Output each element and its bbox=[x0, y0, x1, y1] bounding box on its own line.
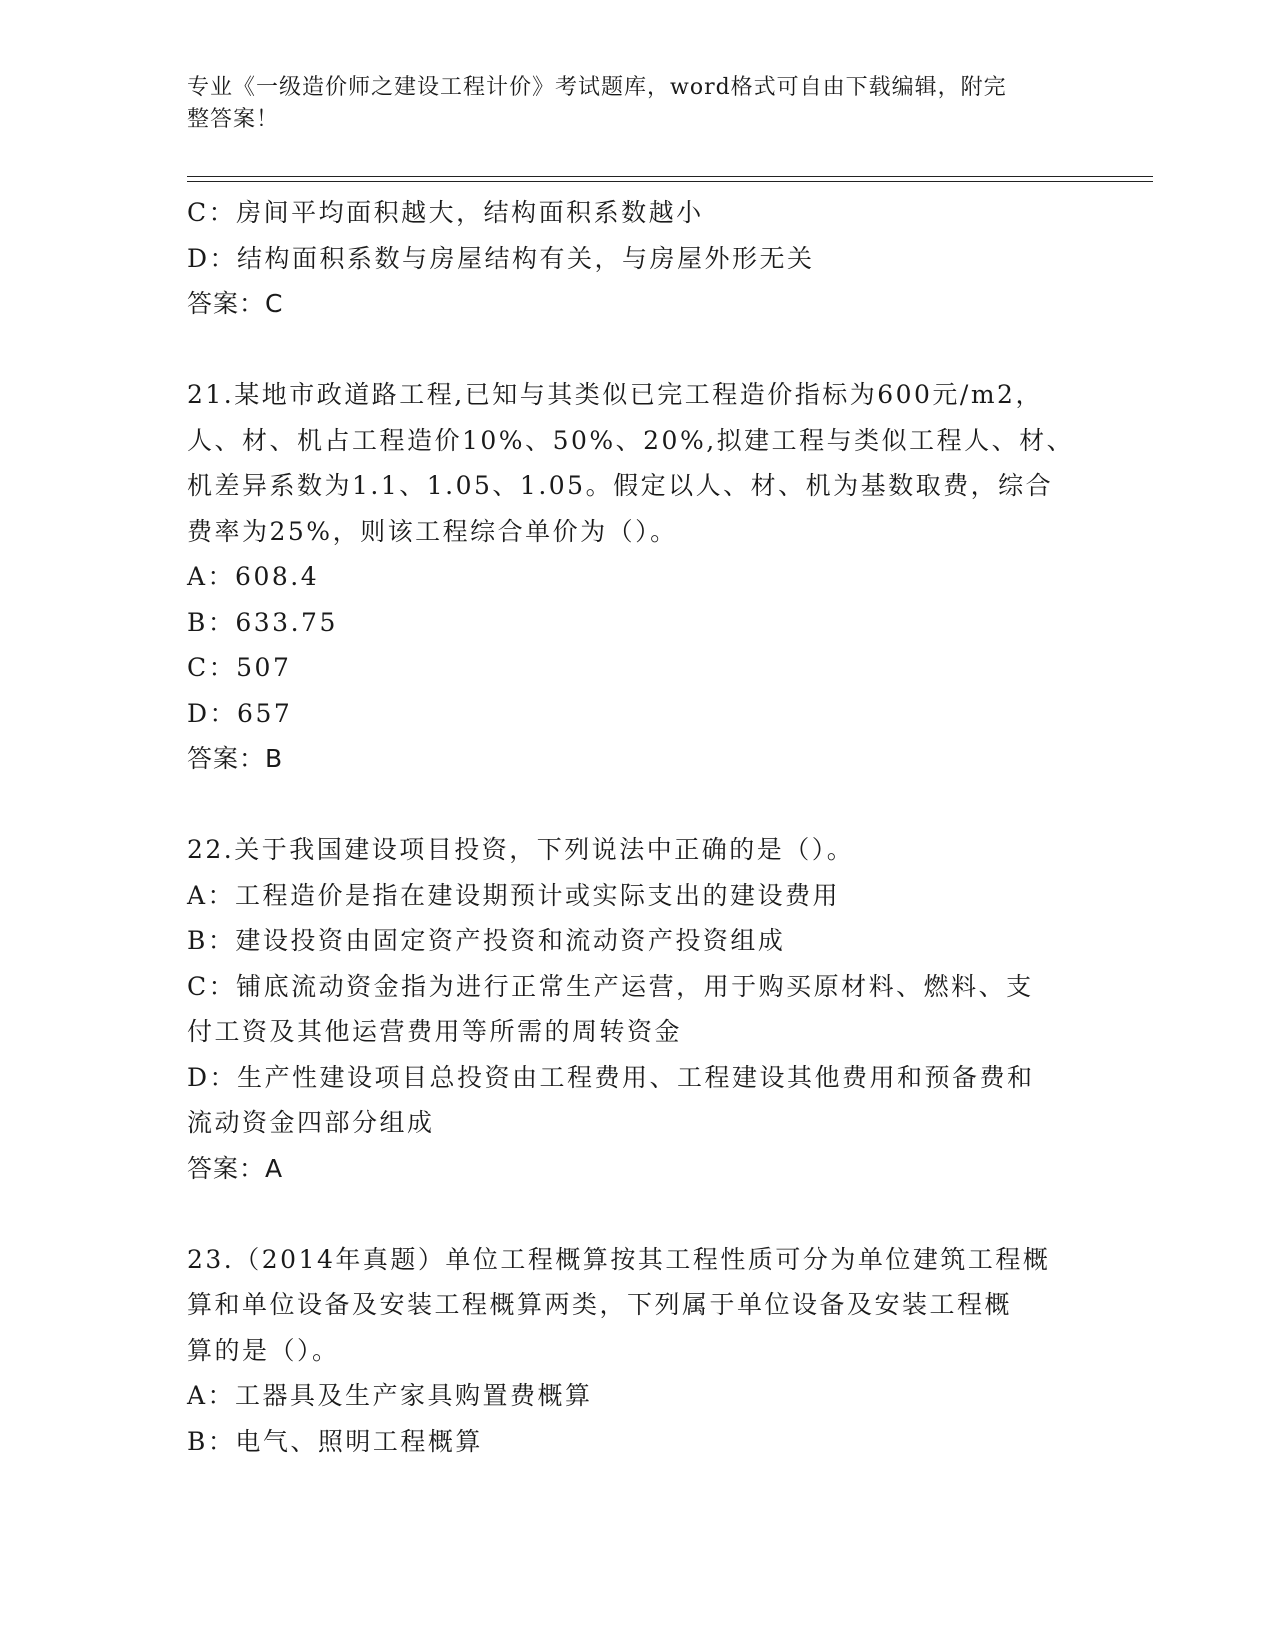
question-stem-line: 算的是（）。 bbox=[187, 1335, 340, 1365]
question-stem-line: 费率为25%，则该工程综合单价为（）。 bbox=[187, 516, 678, 546]
option-c-line-1: C：铺底流动资金指为进行正常生产运营，用于购买原材料、燃料、支 bbox=[187, 971, 1034, 1001]
option-a: A：工程造价是指在建设期预计或实际支出的建设费用 bbox=[187, 880, 841, 910]
question-20-tail bbox=[187, 190, 1087, 327]
question-23 bbox=[187, 1237, 1087, 1465]
spacer bbox=[187, 327, 1087, 373]
header-line-1: 专业《一级造价师之建设工程计价》考试题库，word格式可自由下载编辑，附完 bbox=[187, 75, 1007, 100]
option-d: D：657 bbox=[187, 698, 293, 728]
option-c-line-2: 付工资及其他运营费用等所需的周转资金 bbox=[187, 1017, 683, 1046]
option-a: A：608.4 bbox=[187, 562, 320, 591]
question-stem: 22.关于我国建设项目投资，下列说法中正确的是（）。 bbox=[187, 835, 855, 864]
answer: 答案：B bbox=[187, 744, 284, 773]
answer: 答案：C bbox=[187, 289, 284, 318]
question-22 bbox=[187, 827, 1087, 1191]
header-rule-bottom bbox=[187, 181, 1153, 182]
question-21 bbox=[187, 372, 1087, 782]
question-stem-line: 人、材、机占工程造价10%、50%、20%,拟建工程与类似工程人、材、 bbox=[187, 425, 1075, 455]
option-d: D：结构面积系数与房屋结构有关，与房屋外形无关 bbox=[187, 243, 815, 273]
spacer bbox=[187, 782, 1087, 828]
question-stem-line: 算和单位设备及安装工程概算两类，下列属于单位设备及安装工程概 bbox=[187, 1290, 1013, 1319]
option-b: B：633.75 bbox=[187, 607, 338, 637]
option-c: C：507 bbox=[187, 653, 292, 682]
option-d-line-2: 流动资金四部分组成 bbox=[187, 1108, 435, 1137]
question-stem-line: 21.某地市政道路工程,已知与其类似已完工程造价指标为600元/m2， bbox=[187, 380, 1043, 409]
option-a: A：工器具及生产家具购置费概算 bbox=[187, 1381, 593, 1410]
answer: 答案：A bbox=[187, 1153, 284, 1183]
question-stem-line: 机差异系数为1.1、1.05、1.05。假定以人、材、机为基数取费，综合 bbox=[187, 471, 1054, 500]
document-header bbox=[187, 72, 1077, 136]
spacer bbox=[187, 1191, 1087, 1237]
option-d-line-1: D：生产性建设项目总投资由工程费用、工程建设其他费用和预备费和 bbox=[187, 1062, 1035, 1092]
question-stem-line: 23.（2014年真题）单位工程概算按其工程性质可分为单位建筑工程概 bbox=[187, 1244, 1051, 1274]
option-b: B：建设投资由固定资产投资和流动资产投资组成 bbox=[187, 926, 786, 955]
question-content bbox=[187, 190, 1087, 1464]
option-b: B：电气、照明工程概算 bbox=[187, 1426, 483, 1456]
header-line-2: 整答案！ bbox=[187, 107, 280, 132]
option-c: C：房间平均面积越大，结构面积系数越小 bbox=[187, 198, 704, 227]
header-rule-top bbox=[187, 176, 1153, 177]
